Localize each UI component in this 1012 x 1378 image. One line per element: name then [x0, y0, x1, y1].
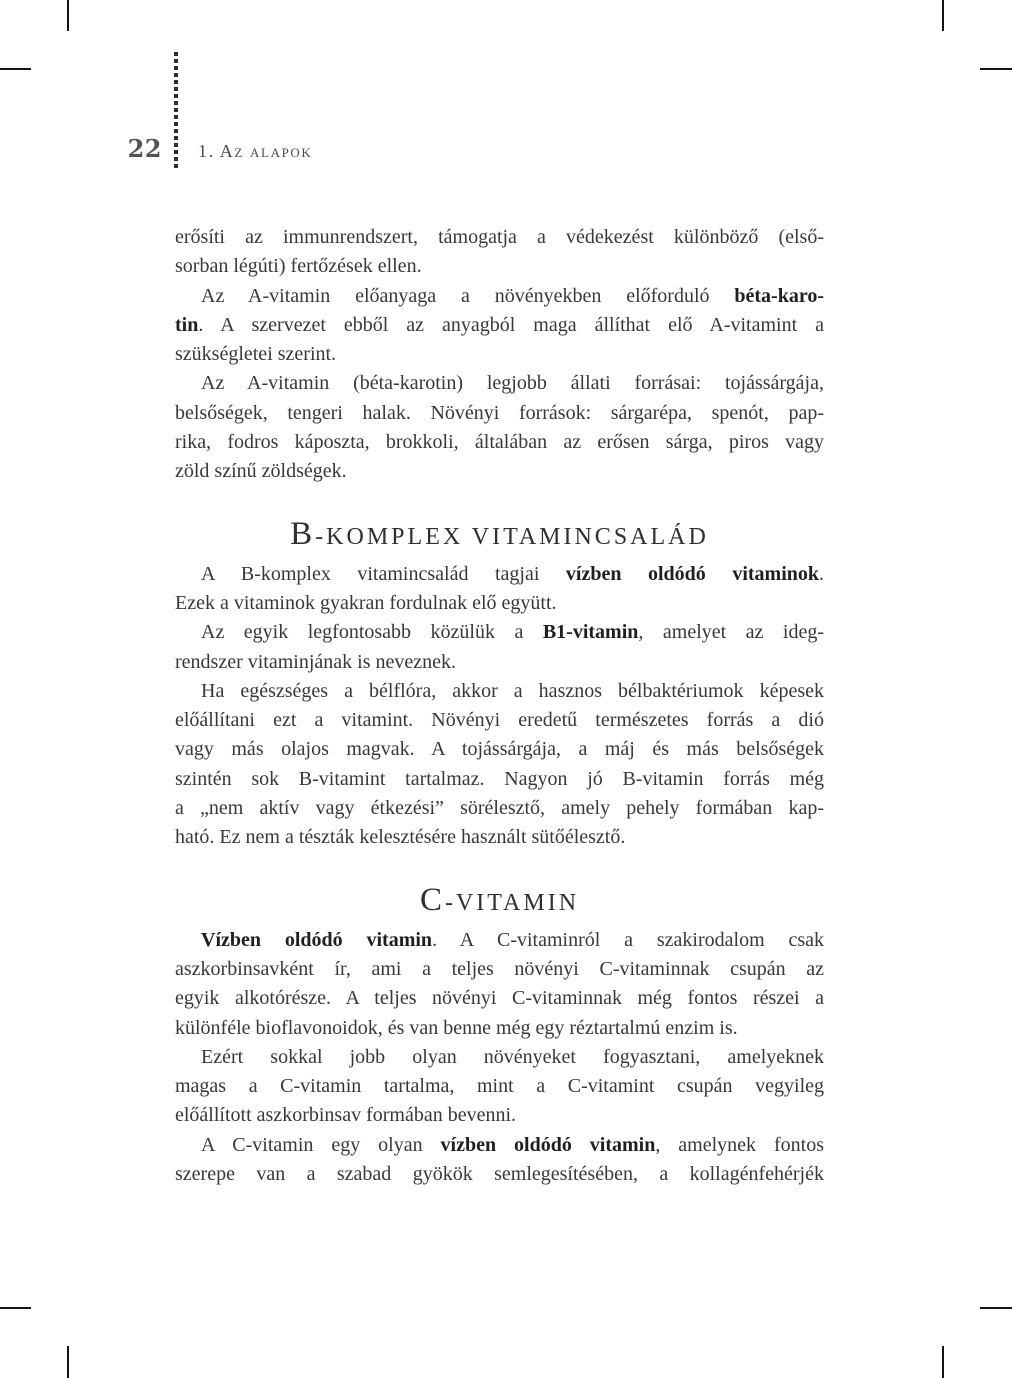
- section-heading: B-KOMPLEX VITAMINCSALÁD: [290, 515, 709, 552]
- crop-mark-top-left-vertical: [67, 0, 69, 31]
- crop-mark-right-bottom-horizontal: [980, 1307, 1012, 1309]
- text-line: Az A-vitamin (béta-karotin) legjobb állati forrásai: tojássárgája,: [201, 372, 824, 395]
- crop-mark-left-top-horizontal: [0, 68, 31, 70]
- text-line: A C-vitamin egy olyan vízben oldódó vitamin, amelynek fontos: [201, 1133, 824, 1156]
- crop-mark-right-top-horizontal: [980, 68, 1012, 70]
- paragraph: [175, 677, 824, 853]
- text-line: Az egyik legfontosabb közülük a B1-vitamin, amelyet az ideg-: [201, 621, 825, 644]
- text-line: egyik alkotórésze. A teljes növényi C-vitaminnak még fontos részei a: [175, 987, 824, 1010]
- crop-mark-bottom-left-vertical: [67, 1346, 69, 1378]
- crop-mark-top-right-vertical: [942, 0, 944, 31]
- text-line: erősíti az immunrendszert, támogatja a védekezést különböző (első-: [175, 226, 824, 248]
- text-line: a „nem aktív vagy étkezési” sörélesztő, amely pehely formában kap-: [175, 797, 824, 820]
- text-line: magas a C-vitamin tartalma, mint a C-vitamint csupán vegyileg: [175, 1075, 824, 1098]
- section-heading: C-VITAMIN: [419, 881, 580, 918]
- text-line: A B-komplex vitamincsalád tagjai vízben oldódó vitaminok.: [201, 562, 825, 585]
- text-line: szerepe van a szabad gyökök semlegesítésében, a kollagénfehérjék: [175, 1163, 824, 1186]
- paragraph: [175, 926, 824, 1043]
- text-line: rendszer vitaminjának is neveznek.: [175, 650, 456, 673]
- text-line: különféle bioflavonoidok, és van benne még egy réztartalmú enzim is.: [175, 1016, 738, 1039]
- text-line: rika, fodros káposzta, brokkoli, általában az erősen sárga, piros vagy: [175, 431, 824, 454]
- text-line: Az A-vitamin előanyaga a növényekben előforduló béta-karo-: [201, 284, 824, 307]
- text-line: aszkorbinsavként ír, ami a teljes növényi C-vitaminnak csupán az: [175, 957, 824, 980]
- running-header: 1. Az alapok: [198, 141, 313, 161]
- text-line: előállítani ezt a vitamint. Növényi eredetű természetes forrás a dió: [175, 709, 824, 732]
- text-line: Ha egészséges a bélflóra, akkor a hasznos bélbaktériumok képesek: [201, 679, 824, 702]
- crop-mark-bottom-right-vertical: [942, 1346, 944, 1378]
- bold-term: vízben oldódó vitaminok: [565, 562, 820, 585]
- paragraph: [175, 223, 824, 282]
- text-line: Vízben oldódó vitamin. A C-vitaminról a szakirodalom csak: [201, 928, 825, 951]
- text-line: szükségletei szerint.: [175, 343, 337, 366]
- paragraph: [175, 560, 824, 619]
- paragraph: [175, 369, 824, 486]
- bold-term: Vízben oldódó vitamin: [201, 928, 433, 951]
- dotted-divider-rule: [174, 52, 178, 170]
- crop-mark-left-bottom-horizontal: [0, 1307, 31, 1309]
- text-line: sorban légúti) fertőzések ellen.: [175, 255, 422, 278]
- text-line: Ezek a vitaminok gyakran fordulnak elő együtt.: [175, 591, 557, 614]
- text-line: zöld színű zöldségek.: [175, 460, 347, 483]
- text-line: ható. Ez nem a tészták kelesztésére használt sütőélesztő.: [175, 826, 626, 849]
- paragraph: [175, 618, 824, 677]
- bold-term: tin: [175, 313, 199, 336]
- paragraph: [175, 1043, 824, 1131]
- text-line: vagy más olajos magvak. A tojássárgája, a máj és más belsőségek: [175, 738, 824, 761]
- paragraph: [175, 1131, 824, 1190]
- bold-term: vízben oldódó vitamin: [440, 1133, 656, 1156]
- body-column: [175, 223, 824, 1189]
- text-line: Ezért sokkal jobb olyan növényeket fogyasztani, amelyeknek: [201, 1045, 824, 1068]
- text-line: előállított aszkorbinsav formában bevenni.: [175, 1104, 517, 1127]
- text-line: tin. A szervezet ebből az anyagból maga állíthat elő A-vitamint a: [175, 313, 824, 336]
- bold-term: B1-vitamin: [542, 621, 639, 644]
- text-line: szintén sok B-vitamint tartalmaz. Nagyon jó B-vitamin forrás még: [175, 767, 824, 790]
- page-number: 22: [127, 134, 162, 163]
- paragraph: [175, 282, 824, 370]
- text-line: belsőségek, tengeri halak. Növényi források: sárgarépa, spenót, pap-: [175, 401, 824, 424]
- bold-term: béta-karo-: [734, 284, 824, 307]
